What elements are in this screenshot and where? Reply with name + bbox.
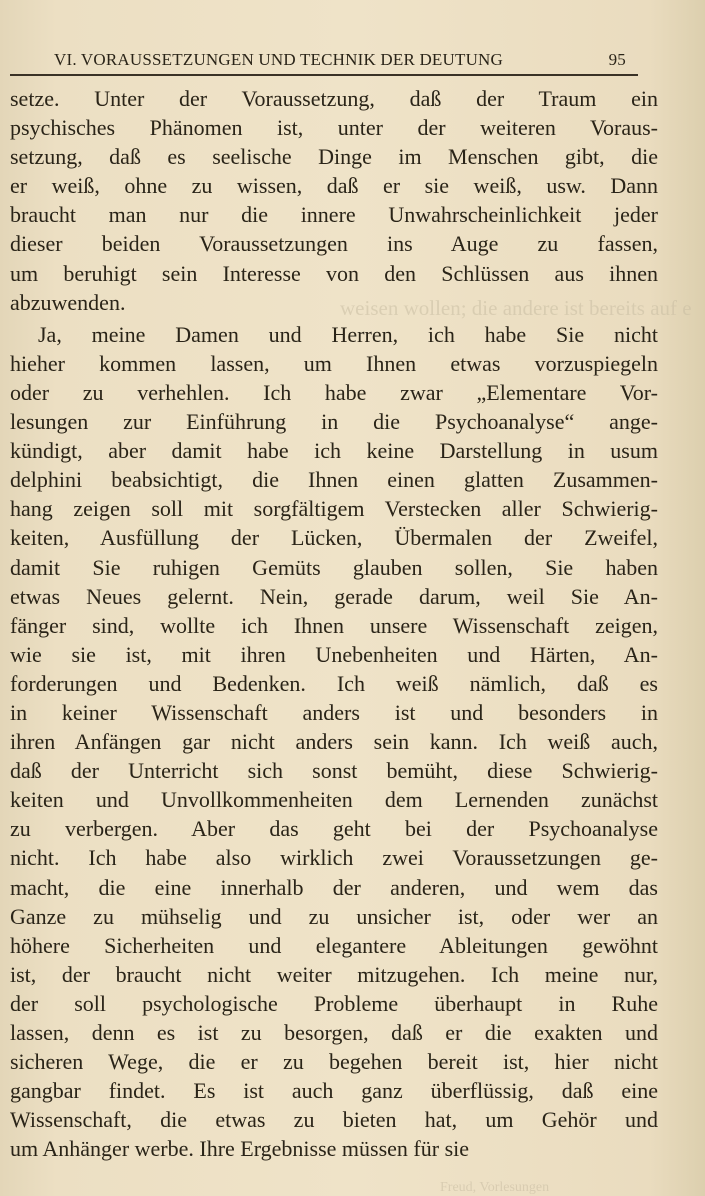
text-line: abzuwenden. bbox=[10, 289, 126, 315]
text-line: gangbar findet. Es ist auch ganz überflüssig, daß eine bbox=[10, 1078, 658, 1104]
text-line: braucht man nur die innere Unwahrscheinlichkeit jeder bbox=[10, 202, 658, 228]
page-number: 95 bbox=[608, 50, 626, 69]
text-line: psychisches Phänomen ist, unter der weiteren Voraus- bbox=[10, 115, 658, 141]
bleed-through-footer: Freud, Vorlesungen bbox=[440, 1180, 550, 1195]
text-line: hieher kommen lassen, um Ihnen etwas vorzuspiegeln bbox=[10, 350, 658, 376]
text-line: er weiß, ohne zu wissen, daß er sie weiß, usw. Dann bbox=[10, 173, 658, 199]
body-text bbox=[10, 84, 658, 1163]
text-line: etwas Neues gelernt. Nein, gerade darum, weil Sie An- bbox=[10, 583, 658, 609]
text-line: Ja, meine Damen und Herren, ich habe Sie nicht bbox=[38, 321, 658, 347]
bleed-through-text: weisen wollen; die andere ist bereits auf e bbox=[340, 296, 692, 320]
text-line: fänger sind, wollte ich Ihnen unsere Wissenschaft zeigen, bbox=[10, 612, 658, 638]
text-line: setze. Unter der Voraussetzung, daß der Traum ein bbox=[10, 86, 658, 111]
text-line: delphini beabsichtigt, die Ihnen einen glatten Zusammen- bbox=[10, 467, 658, 493]
text-line: Ganze zu mühselig und zu unsicher ist, oder wer an bbox=[10, 903, 658, 929]
running-header bbox=[10, 50, 638, 76]
text-line: lassen, denn es ist zu besorgen, daß er die exakten und bbox=[10, 1020, 658, 1045]
text-line: setzung, daß es seelische Dinge im Menschen gibt, die bbox=[10, 144, 658, 170]
paragraph-1 bbox=[10, 84, 658, 317]
text-line: lesungen zur Einführung in die Psychoanalyse“ ange- bbox=[10, 409, 658, 435]
text-line: ihren Anfängen gar nicht anders sein kann. Ich weiß auch, bbox=[10, 729, 658, 755]
text-line: forderungen und Bedenken. Ich weiß nämlich, daß es bbox=[10, 670, 658, 696]
text-line: um beruhigt sein Interesse von den Schlüssen aus ihnen bbox=[10, 260, 658, 286]
text-line: kündigt, aber damit habe ich keine Darstellung in usum bbox=[10, 438, 658, 464]
text-line: keiten und Unvollkommenheiten dem Lernenden zunächst bbox=[10, 787, 658, 813]
text-line: wie sie ist, mit ihren Unebenheiten und Härten, An- bbox=[10, 641, 658, 667]
text-line: Wissenschaft, die etwas zu bieten hat, um Gehör und bbox=[10, 1107, 658, 1133]
text-line: nicht. Ich habe also wirklich zwei Voraussetzungen ge- bbox=[10, 845, 658, 871]
text-line: daß der Unterricht sich sonst bemüht, diese Schwierig- bbox=[10, 758, 658, 784]
text-line: keiten, Ausfüllung der Lücken, Übermalen der Zweifel, bbox=[10, 525, 658, 551]
text-line: macht, die eine innerhalb der anderen, und wem das bbox=[10, 874, 658, 900]
chapter-title: VI. VORAUSSETZUNGEN UND TECHNIK DER DEUTUNG bbox=[54, 50, 504, 69]
text-line: ist, der braucht nicht weiter mitzugehen. Ich meine nur, bbox=[10, 961, 658, 987]
text-line: um Anhänger werbe. Ihre Ergebnisse müssen für sie bbox=[10, 1136, 470, 1162]
text-line: der soll psychologische Probleme überhaupt in Ruhe bbox=[10, 990, 658, 1016]
text-line: sicheren Wege, die er zu begehen bereit ist, hier nicht bbox=[10, 1049, 658, 1075]
paragraph-2 bbox=[10, 320, 658, 1164]
text-line: dieser beiden Voraussetzungen ins Auge zu fassen, bbox=[10, 231, 658, 257]
text-line: hang zeigen soll mit sorgfältigem Verstecken aller Schwierig- bbox=[10, 496, 658, 522]
text-line: zu verbergen. Aber das geht bei der Psychoanalyse bbox=[10, 816, 658, 842]
text-line: in keiner Wissenschaft anders ist und besonders in bbox=[10, 699, 658, 725]
text-line: höhere Sicherheiten und elegantere Ableitungen gewöhnt bbox=[10, 932, 658, 958]
text-line: damit Sie ruhigen Gemüts glauben sollen, Sie haben bbox=[10, 554, 658, 580]
text-line: oder zu verhehlen. Ich habe zwar „Elementare Vor- bbox=[10, 379, 658, 405]
